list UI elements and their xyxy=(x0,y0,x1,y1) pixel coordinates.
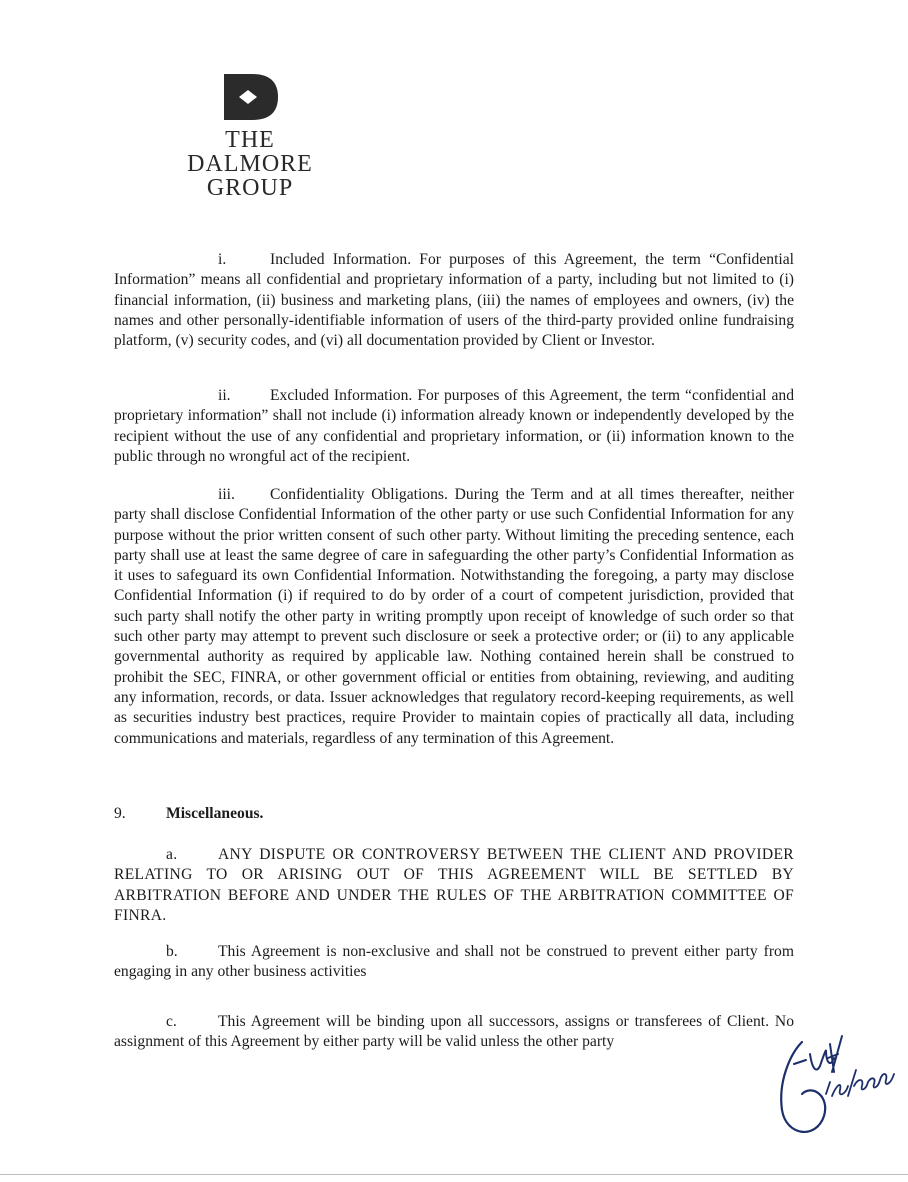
subparagraph-label: c. xyxy=(166,1013,177,1030)
paragraph-label: i. xyxy=(218,251,227,268)
paragraph-text: Confidentiality Obligations. During the Term and at all times thereafter, neither party shall disclose Confidential Information of the other party or use such Confidential Information for any purpose without the prior written consent of such other party. Without limiting the preceding sentence, each party shall use at least the same degree of care in safeguarding the other party’s Confidential Information as it uses to safeguard its own Confidential Information. Notwithstanding the foregoing, a party may disclose Confidential Information (i) if required to do by order of a court of competent jurisdiction, provided that such party shall notify the other party in writing promptly upon receipt of knowledge of such order so that such other party may attempt to prevent such disclosure or seek a protective order; or (ii) to any applicable governmental authority as required by applicable law. Nothing contained herein shall be construed to prohibit the SEC, FINRA, or other government official or entities from obtaining, reviewing, and auditing any information, records, or data. Issuer acknowledges that regulatory record-keeping requirements, as well as securities industry best practices, require Provider to maintain copies of practically all data, including communications and materials, regardless of any termination of this Agreement. xyxy=(114,486,794,747)
paragraph-included-information xyxy=(114,250,794,351)
paragraph-text: Excluded Information. For purposes of this Agreement, the term “confidential and proprietary information” shall not include (i) information already known or independently developed by the recipient without the use of any confidential and proprietary information, or (ii) information known to the public through no wrongful act of the recipient. xyxy=(114,387,794,465)
subparagraph-b xyxy=(114,942,794,983)
paragraph-label: iii. xyxy=(218,486,235,503)
subparagraph-c xyxy=(114,1012,794,1053)
handwritten-initials-signature xyxy=(772,1024,902,1144)
paragraph-confidentiality-obligations xyxy=(114,485,794,749)
section-heading-miscellaneous xyxy=(114,804,263,824)
logo-line-1: THE xyxy=(225,127,275,153)
dalmore-logo-mark xyxy=(222,72,280,122)
subparagraph-label: b. xyxy=(166,943,178,960)
dalmore-logo-wordmark xyxy=(150,128,350,200)
subparagraph-text: This Agreement is non-exclusive and shall not be construed to prevent either party from engaging in any other business activities xyxy=(114,943,794,981)
paragraph-text: Included Information. For purposes of this Agreement, the term “Confidential Information” means all confidential and proprietary information of a party, including but not limited to (i) financial information, (ii) business and marketing plans, (iii) the names of employees and owners, (iv) the names and other personally-identifiable information of users of the third-party provided online fundraising platform, (v) security codes, and (vi) all documentation provided by Client or Investor. xyxy=(114,251,794,350)
paragraph-label: ii. xyxy=(218,387,231,404)
page-bottom-edge xyxy=(0,1174,908,1175)
paragraph-excluded-information xyxy=(114,386,794,467)
logo-line-2: DALMORE xyxy=(187,151,313,177)
logo-line-3: GROUP xyxy=(206,175,294,201)
section-title: Miscellaneous. xyxy=(166,805,264,822)
subparagraph-a xyxy=(114,845,794,926)
subparagraph-text: ANY DISPUTE OR CONTROVERSY BETWEEN THE CLIENT AND PROVIDER RELATING TO OR ARISING OUT OF THIS AGREEMENT WILL BE SETTLED BY ARBITRATION BEFORE AND UNDER THE RULES OF THE ARBITRATION COMMITTEE OF FINRA. xyxy=(114,846,794,924)
subparagraph-text: This Agreement will be binding upon all successors, assigns or transferees of Client. No assignment of this Agreement by either party will be valid unless the other party xyxy=(114,1013,794,1051)
subparagraph-label: a. xyxy=(166,846,178,863)
section-number: 9. xyxy=(114,805,126,822)
